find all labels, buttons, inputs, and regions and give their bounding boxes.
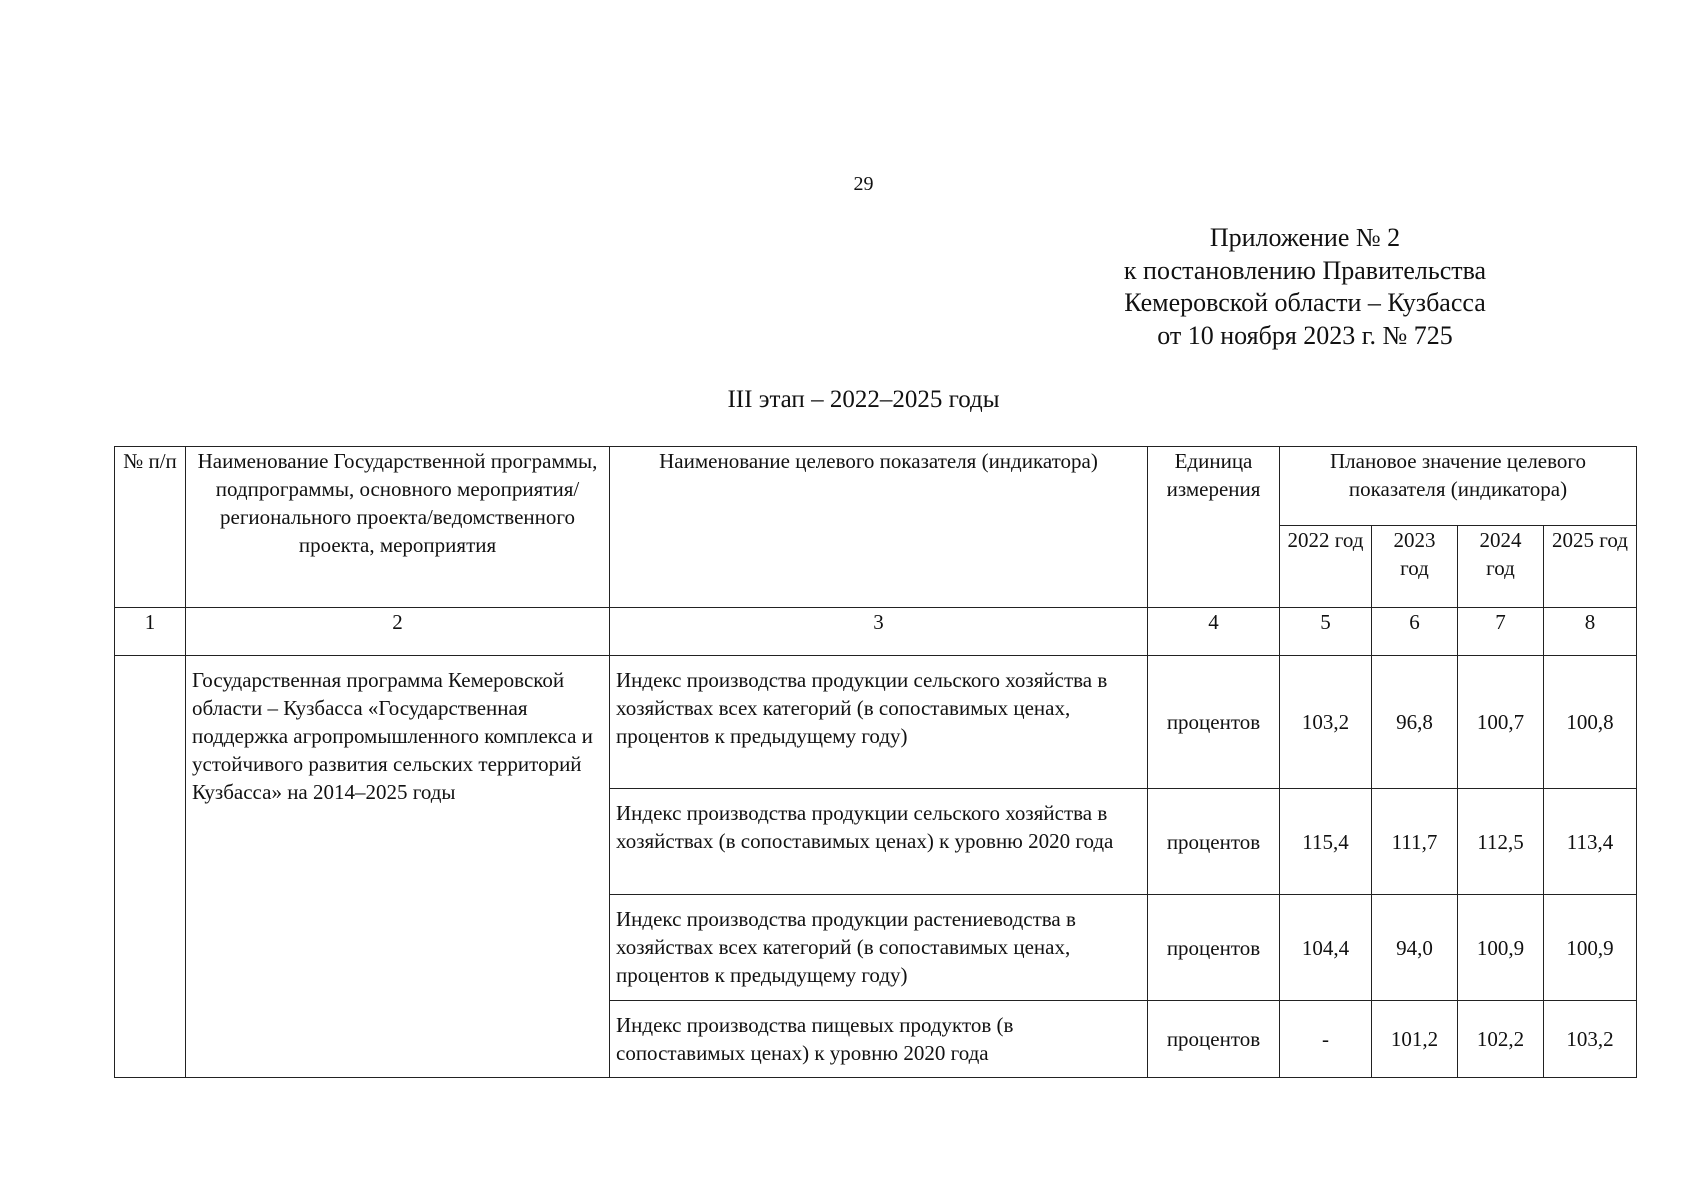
header-planned: Плановое значение целевого показателя (индикатора) (1280, 447, 1637, 526)
appendix-line: к постановлению Правительства (1123, 255, 1487, 285)
header-program: Наименование Государственной программы, подпрограммы, основного мероприятия/регионального проекта/ведомственного проекта, мероприятия (186, 447, 610, 608)
value-cell: 111,7 (1372, 789, 1458, 895)
value-cell: 94,0 (1372, 895, 1458, 1001)
column-number: 6 (1372, 608, 1458, 656)
header-num: № п/п (115, 447, 186, 608)
value-cell: 102,2 (1458, 1001, 1544, 1078)
column-number: 5 (1280, 608, 1372, 656)
header-year: 2022 год (1280, 526, 1372, 608)
appendix-line: Кемеровской области – Кузбасса (1124, 288, 1486, 317)
value-cell: 100,7 (1458, 656, 1544, 789)
indicator-cell: Индекс производства пищевых продуктов (в сопоставимых ценах) к уровню 2020 года (610, 1001, 1148, 1078)
indicator-cell: Индекс производства продукции растениеводства в хозяйствах всех категорий (в сопоставимых ценах, процентов к предыдущему году) (610, 895, 1148, 1001)
value-cell: 115,4 (1280, 789, 1372, 895)
page-number: 29 (853, 173, 874, 195)
value-cell: 100,9 (1544, 895, 1637, 1001)
column-number: 4 (1148, 608, 1280, 656)
header-unit: Единица измерения (1148, 447, 1280, 608)
indicator-cell: Индекс производства продукции сельского хозяйства в хозяйствах всех категорий (в сопоставимых ценах, процентов к предыдущему году) (610, 656, 1148, 789)
unit-cell: процентов (1148, 789, 1280, 895)
value-cell: 112,5 (1458, 789, 1544, 895)
value-cell: 96,8 (1372, 656, 1458, 789)
value-cell: - (1280, 1001, 1372, 1078)
appendix-line: от 10 ноября 2023 г. № 725 (1157, 320, 1453, 350)
column-number: 1 (115, 608, 186, 656)
unit-cell: процентов (1148, 1001, 1280, 1078)
stage-title: III этап – 2022–2025 годы (727, 386, 1000, 413)
unit-cell: процентов (1148, 895, 1280, 1001)
value-cell: 103,2 (1280, 656, 1372, 789)
row-number-cell (115, 656, 186, 1078)
column-number-row (115, 608, 1637, 656)
column-number: 7 (1458, 608, 1544, 656)
column-number: 8 (1544, 608, 1637, 656)
value-cell: 100,9 (1458, 895, 1544, 1001)
header-indicator: Наименование целевого показателя (индикатора) (610, 447, 1148, 608)
value-cell: 101,2 (1372, 1001, 1458, 1078)
unit-cell: процентов (1148, 656, 1280, 789)
column-number: 2 (186, 608, 610, 656)
header-year: 2024 год (1458, 526, 1544, 608)
value-cell: 103,2 (1544, 1001, 1637, 1078)
table-row (115, 656, 1637, 789)
indicators-table (114, 446, 1637, 1078)
appendix-line: Приложение № 2 (1209, 223, 1401, 252)
header-year: 2025 год (1544, 526, 1637, 608)
header-year: 2023 год (1372, 526, 1458, 608)
table-header-row (115, 447, 1637, 526)
value-cell: 100,8 (1544, 656, 1637, 789)
value-cell: 104,4 (1280, 895, 1372, 1001)
program-name-cell: Государственная программа Кемеровской области – Кузбасса «Государственная поддержка агропромышленного комплекса и устойчивого развития сельских территорий Кузбасса» на 2014–2025 годы (186, 656, 610, 1078)
value-cell: 113,4 (1544, 789, 1637, 895)
column-number: 3 (610, 608, 1148, 656)
appendix-block (1080, 222, 1530, 352)
indicator-cell: Индекс производства продукции сельского хозяйства в хозяйствах (в сопоставимых ценах) к уровню 2020 года (610, 789, 1148, 895)
